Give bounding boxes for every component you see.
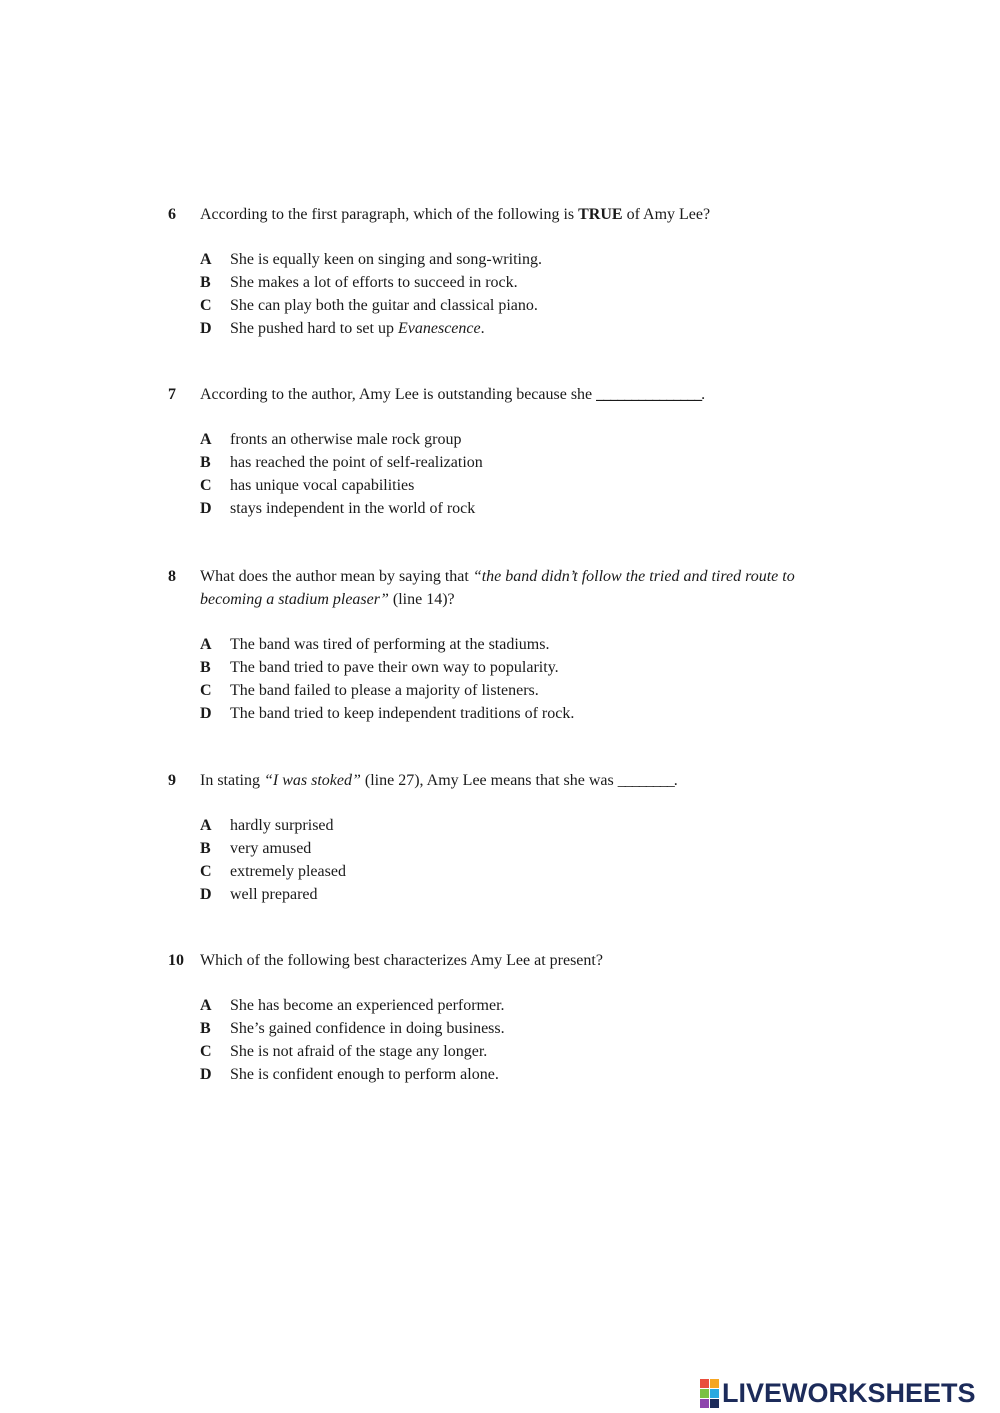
logo-mark-square <box>700 1399 709 1408</box>
option-d[interactable]: D She pushed hard to set up Evanescence. <box>200 320 485 337</box>
question-10 <box>168 949 848 1086</box>
options-list <box>200 428 848 520</box>
question-number: 9 <box>168 772 176 789</box>
logo-mark-square <box>710 1399 719 1408</box>
question-8 <box>168 565 848 725</box>
option-b[interactable]: B very amused <box>200 840 312 857</box>
logo-text: LIVEWORKSHEETS <box>722 1377 976 1408</box>
option-d[interactable]: D The band tried to keep independent traditions of rock. <box>200 705 575 722</box>
liveworksheets-logo[interactable] <box>700 1378 976 1408</box>
logo-mark-square <box>710 1379 719 1388</box>
answer-blank: ________ <box>617 772 674 789</box>
options-list <box>200 248 848 340</box>
option-a[interactable]: A fronts an otherwise male rock group <box>200 431 462 448</box>
option-a[interactable]: A The band was tired of performing at the stadiums. <box>200 636 550 653</box>
option-b[interactable]: B The band tried to pave their own way to popularity. <box>200 659 559 676</box>
logo-mark-square <box>700 1389 709 1398</box>
question-number: 10 <box>168 952 184 969</box>
option-c[interactable]: C extremely pleased <box>200 863 346 880</box>
options-list <box>200 814 848 906</box>
question-6 <box>168 203 848 340</box>
option-d[interactable]: D She is confident enough to perform alone. <box>200 1066 499 1083</box>
options-list <box>200 633 848 725</box>
option-a[interactable]: A hardly surprised <box>200 817 334 834</box>
question-number: 8 <box>168 568 176 585</box>
option-d[interactable]: D stays independent in the world of rock <box>200 500 476 517</box>
option-a[interactable]: A She is equally keen on singing and song-writing. <box>200 251 542 268</box>
question-number: 6 <box>168 206 176 223</box>
option-d[interactable]: D well prepared <box>200 886 318 903</box>
question-9 <box>168 769 848 906</box>
question-number: 7 <box>168 386 176 403</box>
option-b[interactable]: B has reached the point of self-realization <box>200 454 483 471</box>
logo-mark-square <box>710 1389 719 1398</box>
logo-mark-icon <box>700 1379 719 1408</box>
option-b[interactable]: B She’s gained confidence in doing business. <box>200 1020 505 1037</box>
option-a[interactable]: A She has become an experienced performer. <box>200 997 505 1014</box>
option-c[interactable]: C The band failed to please a majority of listeners. <box>200 682 539 699</box>
question-stem: 6 According to the first paragraph, which of the following is TRUE of Amy Lee? <box>168 203 848 226</box>
question-stem: 8 What does the author mean by saying that “the band didn’t follow the tried and tired route to becoming a stadium pleaser” (line 14)? <box>168 565 848 611</box>
option-b[interactable]: B She makes a lot of efforts to succeed in rock. <box>200 274 518 291</box>
logo-mark-square <box>700 1379 709 1388</box>
question-stem: 10 Which of the following best characterizes Amy Lee at present? <box>168 949 848 972</box>
question-stem: 7 According to the author, Amy Lee is outstanding because she _______________. <box>168 383 848 406</box>
question-stem: 9 In stating “I was stoked” (line 27), Amy Lee means that she was ________. <box>168 769 848 792</box>
option-c[interactable]: C has unique vocal capabilities <box>200 477 415 494</box>
option-c[interactable]: C She is not afraid of the stage any longer. <box>200 1043 488 1060</box>
options-list <box>200 994 848 1086</box>
answer-blank: _______________ <box>596 386 702 403</box>
option-c[interactable]: C She can play both the guitar and classical piano. <box>200 297 538 314</box>
question-7 <box>168 383 848 520</box>
